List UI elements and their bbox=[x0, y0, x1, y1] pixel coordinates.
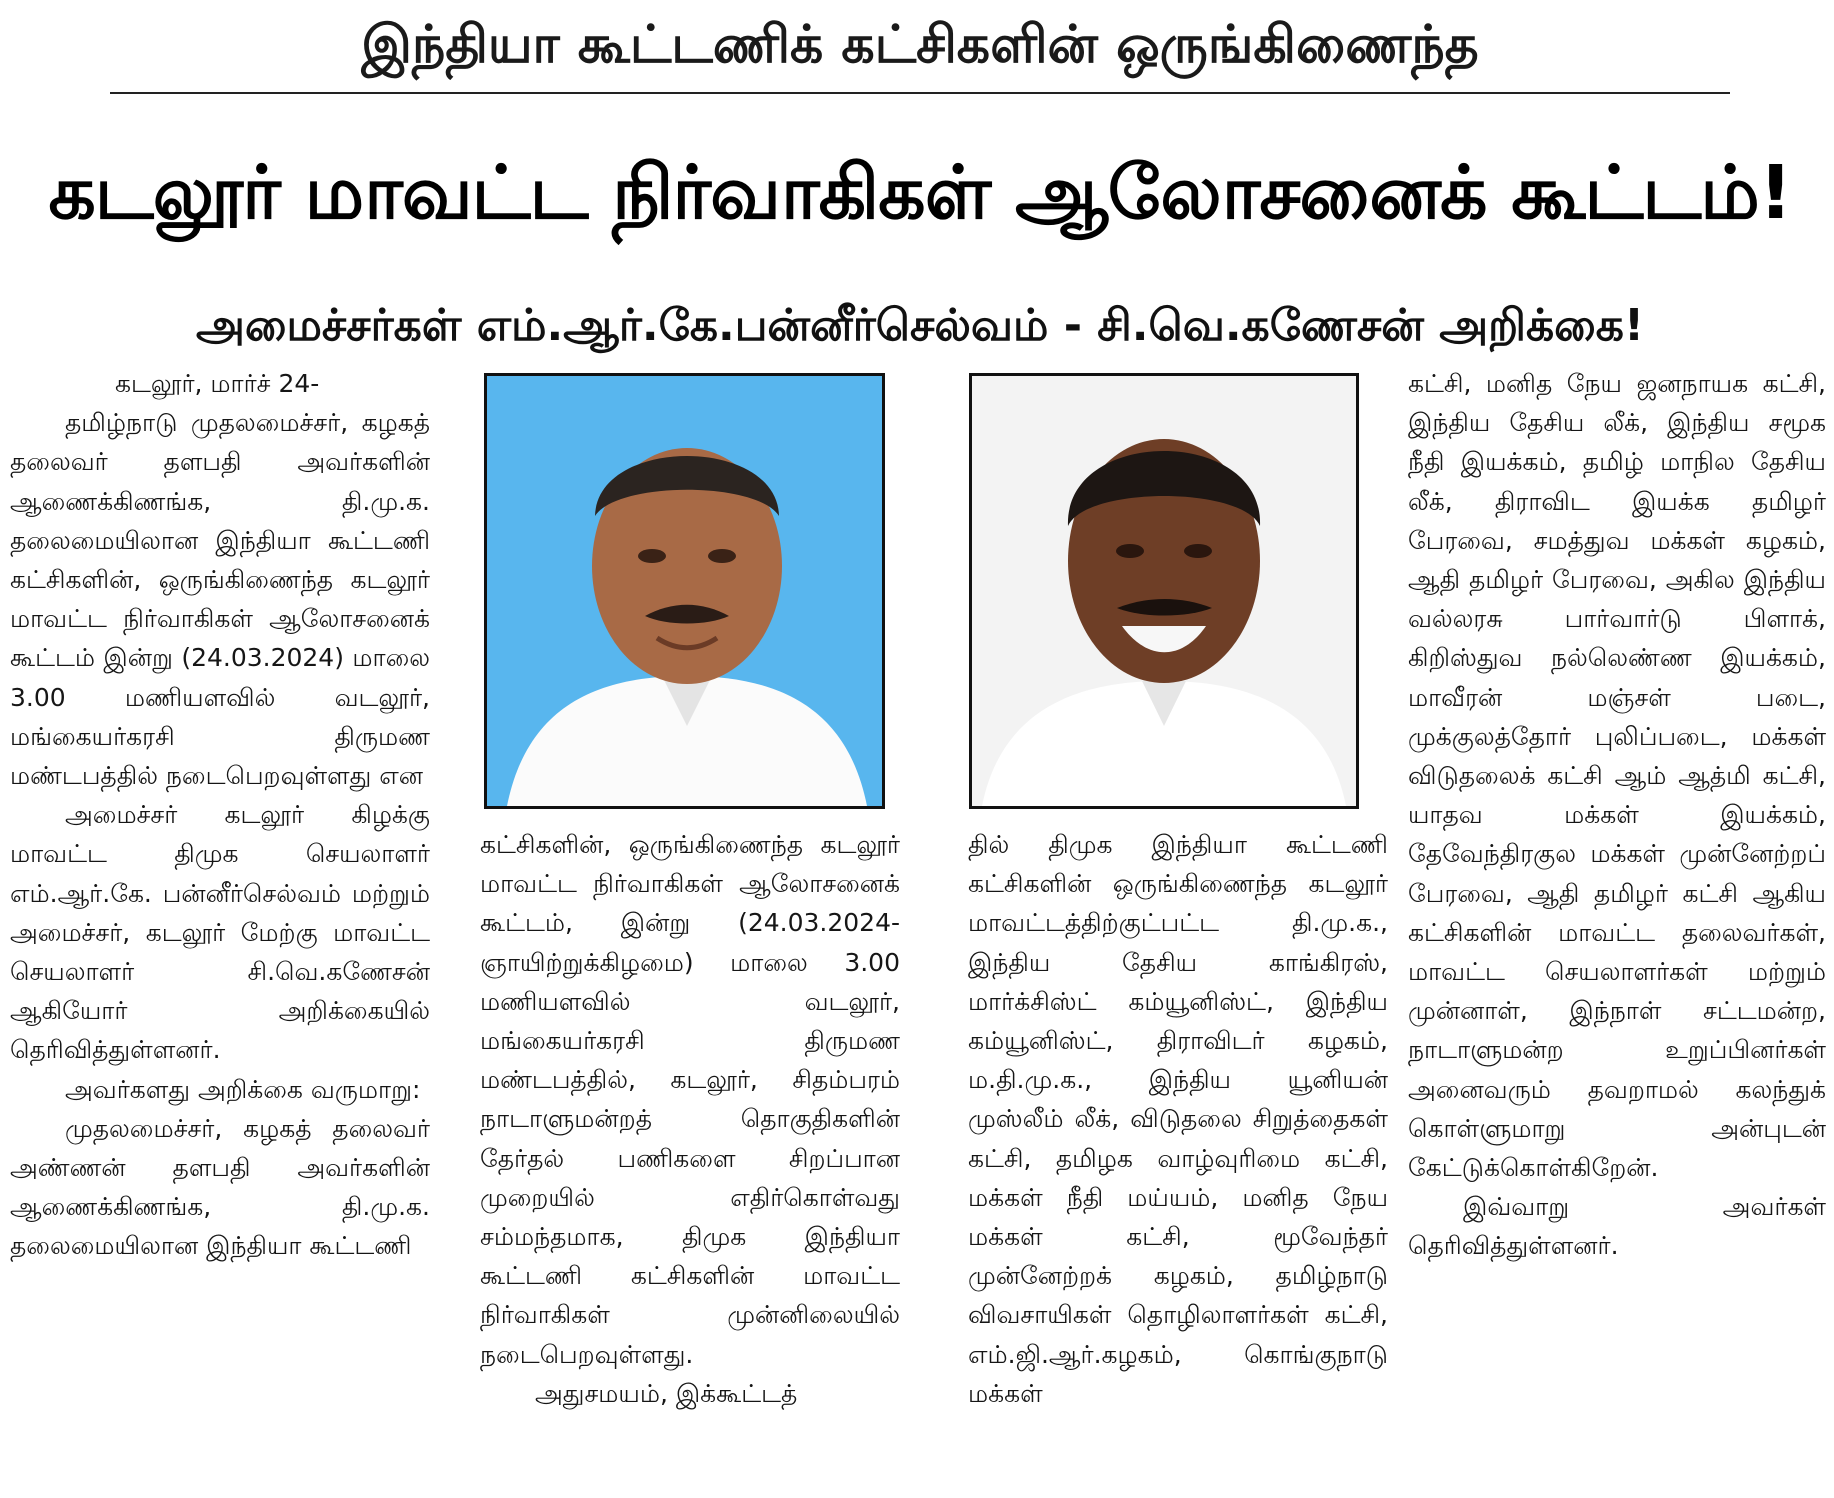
paragraph: கட்சிகளின், ஒருங்கிணைந்த கடலூர் மாவட்ட நிர்வாகிகள் ஆலோசனைக் கூட்டம், இன்று (24.03.2024-ஞாயிற்றுக்கிழமை) மாலை 3.00 மணியளவில் வடலூர், மங்கையர்கரசி திருமண மண்டபத்தில், கடலூர், சிதம்பரம் நாடாளுமன்றத் தொகுதிகளின் தேர்தல் பணிகளை சிறப்பான முறையில் எதிர்கொள்வது சம்மந்தமாக, திமுக இந்தியா கூட்டணி கட்சிகளின் மாவட்ட நிர்வாகிகள் முன்னிலையில் நடைபெறவுள்ளது. bbox=[480, 830, 900, 1369]
headline-rule bbox=[110, 92, 1730, 94]
article-column-3 bbox=[968, 825, 1388, 1496]
paragraph: முதலமைச்சர், கழகத் தலைவர் அண்ணன் தளபதி அவர்களின் ஆணைக்கிணங்க, தி.மு.க. தலைமையிலான இந்தியா கூட்டணி bbox=[10, 1113, 430, 1261]
article-column-1 bbox=[10, 364, 430, 1496]
paragraph: கட்சி, மனித நேய ஜனநாயக கட்சி, இந்திய தேசிய லீக், இந்திய சமூக நீதி இயக்கம், தமிழ் மாநில தேசிய லீக், திராவிட இயக்க தமிழர் பேரவை, சமத்துவ மக்கள் கழகம், ஆதி தமிழர் பேரவை, அகில இந்திய வல்லரசு பார்வார்டு பிளாக், கிறிஸ்துவ நல்லெண்ண இயக்கம், மாவீரன் மஞ்சள் படை, முக்குலத்தோர் புலிப்படை, மக்கள் விடுதலைக் கட்சி ஆம் ஆத்மி கட்சி, யாதவ மக்கள் இயக்கம், தேவேந்திரகுல மக்கள் முன்னேற்றப் பேரவை, ஆதி தமிழர் கட்சி ஆகிய கட்சிகளின் மாவட்ட தலைவர்கள், மாவட்ட செயலாளர்கள் மற்றும் முன்னாள், இந்நாள் சட்டமன்ற, நாடாளுமன்ற உறுப்பினர்கள் அனைவரும் தவறாமல் கலந்துக் கொள்ளுமாறு அன்புடன் கேட்டுக்கொள்கிறேன். bbox=[1408, 369, 1826, 1183]
portrait-illustration bbox=[972, 376, 1356, 806]
paragraph: அவர்களது அறிக்கை வருமாறு: bbox=[65, 1074, 421, 1104]
paragraph: அமைச்சர் கடலூர் கிழக்கு மாவட்ட திமுக செயலாளர் எம்.ஆர்.கே. பன்னீர்செல்வம் மற்றும் அமைச்சர், கடலூர் மேற்கு மாவட்ட செயலாளர் சி.வெ.கணேசன் ஆகியோர் அறிக்கையில் தெரிவித்துள்ளனர். bbox=[10, 800, 430, 1065]
headline-main: கடலூர் மாவட்ட நிர்வாகிகள் ஆலோசனைக் கூட்டம்! bbox=[48, 150, 1792, 236]
headline-kicker: இந்தியா கூட்டணிக் கட்சிகளின் ஒருங்கிணைந்த bbox=[361, 15, 1479, 75]
article-column-2 bbox=[480, 825, 900, 1496]
paragraph: அதுசமயம், இக்கூட்டத் bbox=[535, 1378, 798, 1408]
paragraph: தமிழ்நாடு முதலமைச்சர், கழகத் தலைவர் தளபதி அவர்களின் ஆணைக்கிணங்க, தி.மு.க. தலைமையிலான இந்தியா கூட்டணி கட்சிகளின், ஒருங்கிணைந்த கடலூர் மாவட்ட நிர்வாகிகள் ஆலோசனைக் கூட்டம் இன்று (24.03.2024) மாலை 3.00 மணியளவில் வடலூர், மங்கையர்கரசி திருமண மண்டபத்தில் நடைபெறவுள்ளது என bbox=[10, 408, 430, 791]
article-column-4 bbox=[1408, 364, 1826, 1496]
dateline: கடலூர், மார்ச் 24- bbox=[115, 369, 320, 398]
paragraph: இவ்வாறு அவர்கள் தெரிவித்துள்ளனர். bbox=[1408, 1192, 1826, 1261]
portrait-illustration bbox=[487, 376, 882, 806]
paragraph: தில் திமுக இந்தியா கூட்டணி கட்சிகளின் ஒருங்கிணைந்த கடலூர் மாவட்டத்திற்குட்பட்ட தி.மு.க., இந்திய தேசிய காங்கிரஸ், மார்க்சிஸ்ட் கம்யூனிஸ்ட், இந்திய கம்யூனிஸ்ட், திராவிடர் கழகம், ம.தி.மு.க., இந்திய யூனியன் முஸ்லீம் லீக், விடுதலை சிறுத்தைகள் கட்சி, தமிழக வாழ்வுரிமை கட்சி, மக்கள் நீதி மய்யம், மனித நேய மக்கள் கட்சி, மூவேந்தர் முன்னேற்றக் கழகம், தமிழ்நாடு விவசாயிகள் தொழிலாளர்கள் கட்சி, எம்.ஜி.ஆர்.கழகம், கொங்குநாடு மக்கள் bbox=[968, 830, 1388, 1408]
headline-subtitle: அமைச்சர்கள் எம்.ஆர்.கே.பன்னீர்செல்வம் - சி.வெ.கணேசன் அறிக்கை! bbox=[195, 300, 1645, 351]
minister-photo-left bbox=[484, 373, 885, 809]
minister-photo-right bbox=[969, 373, 1359, 809]
